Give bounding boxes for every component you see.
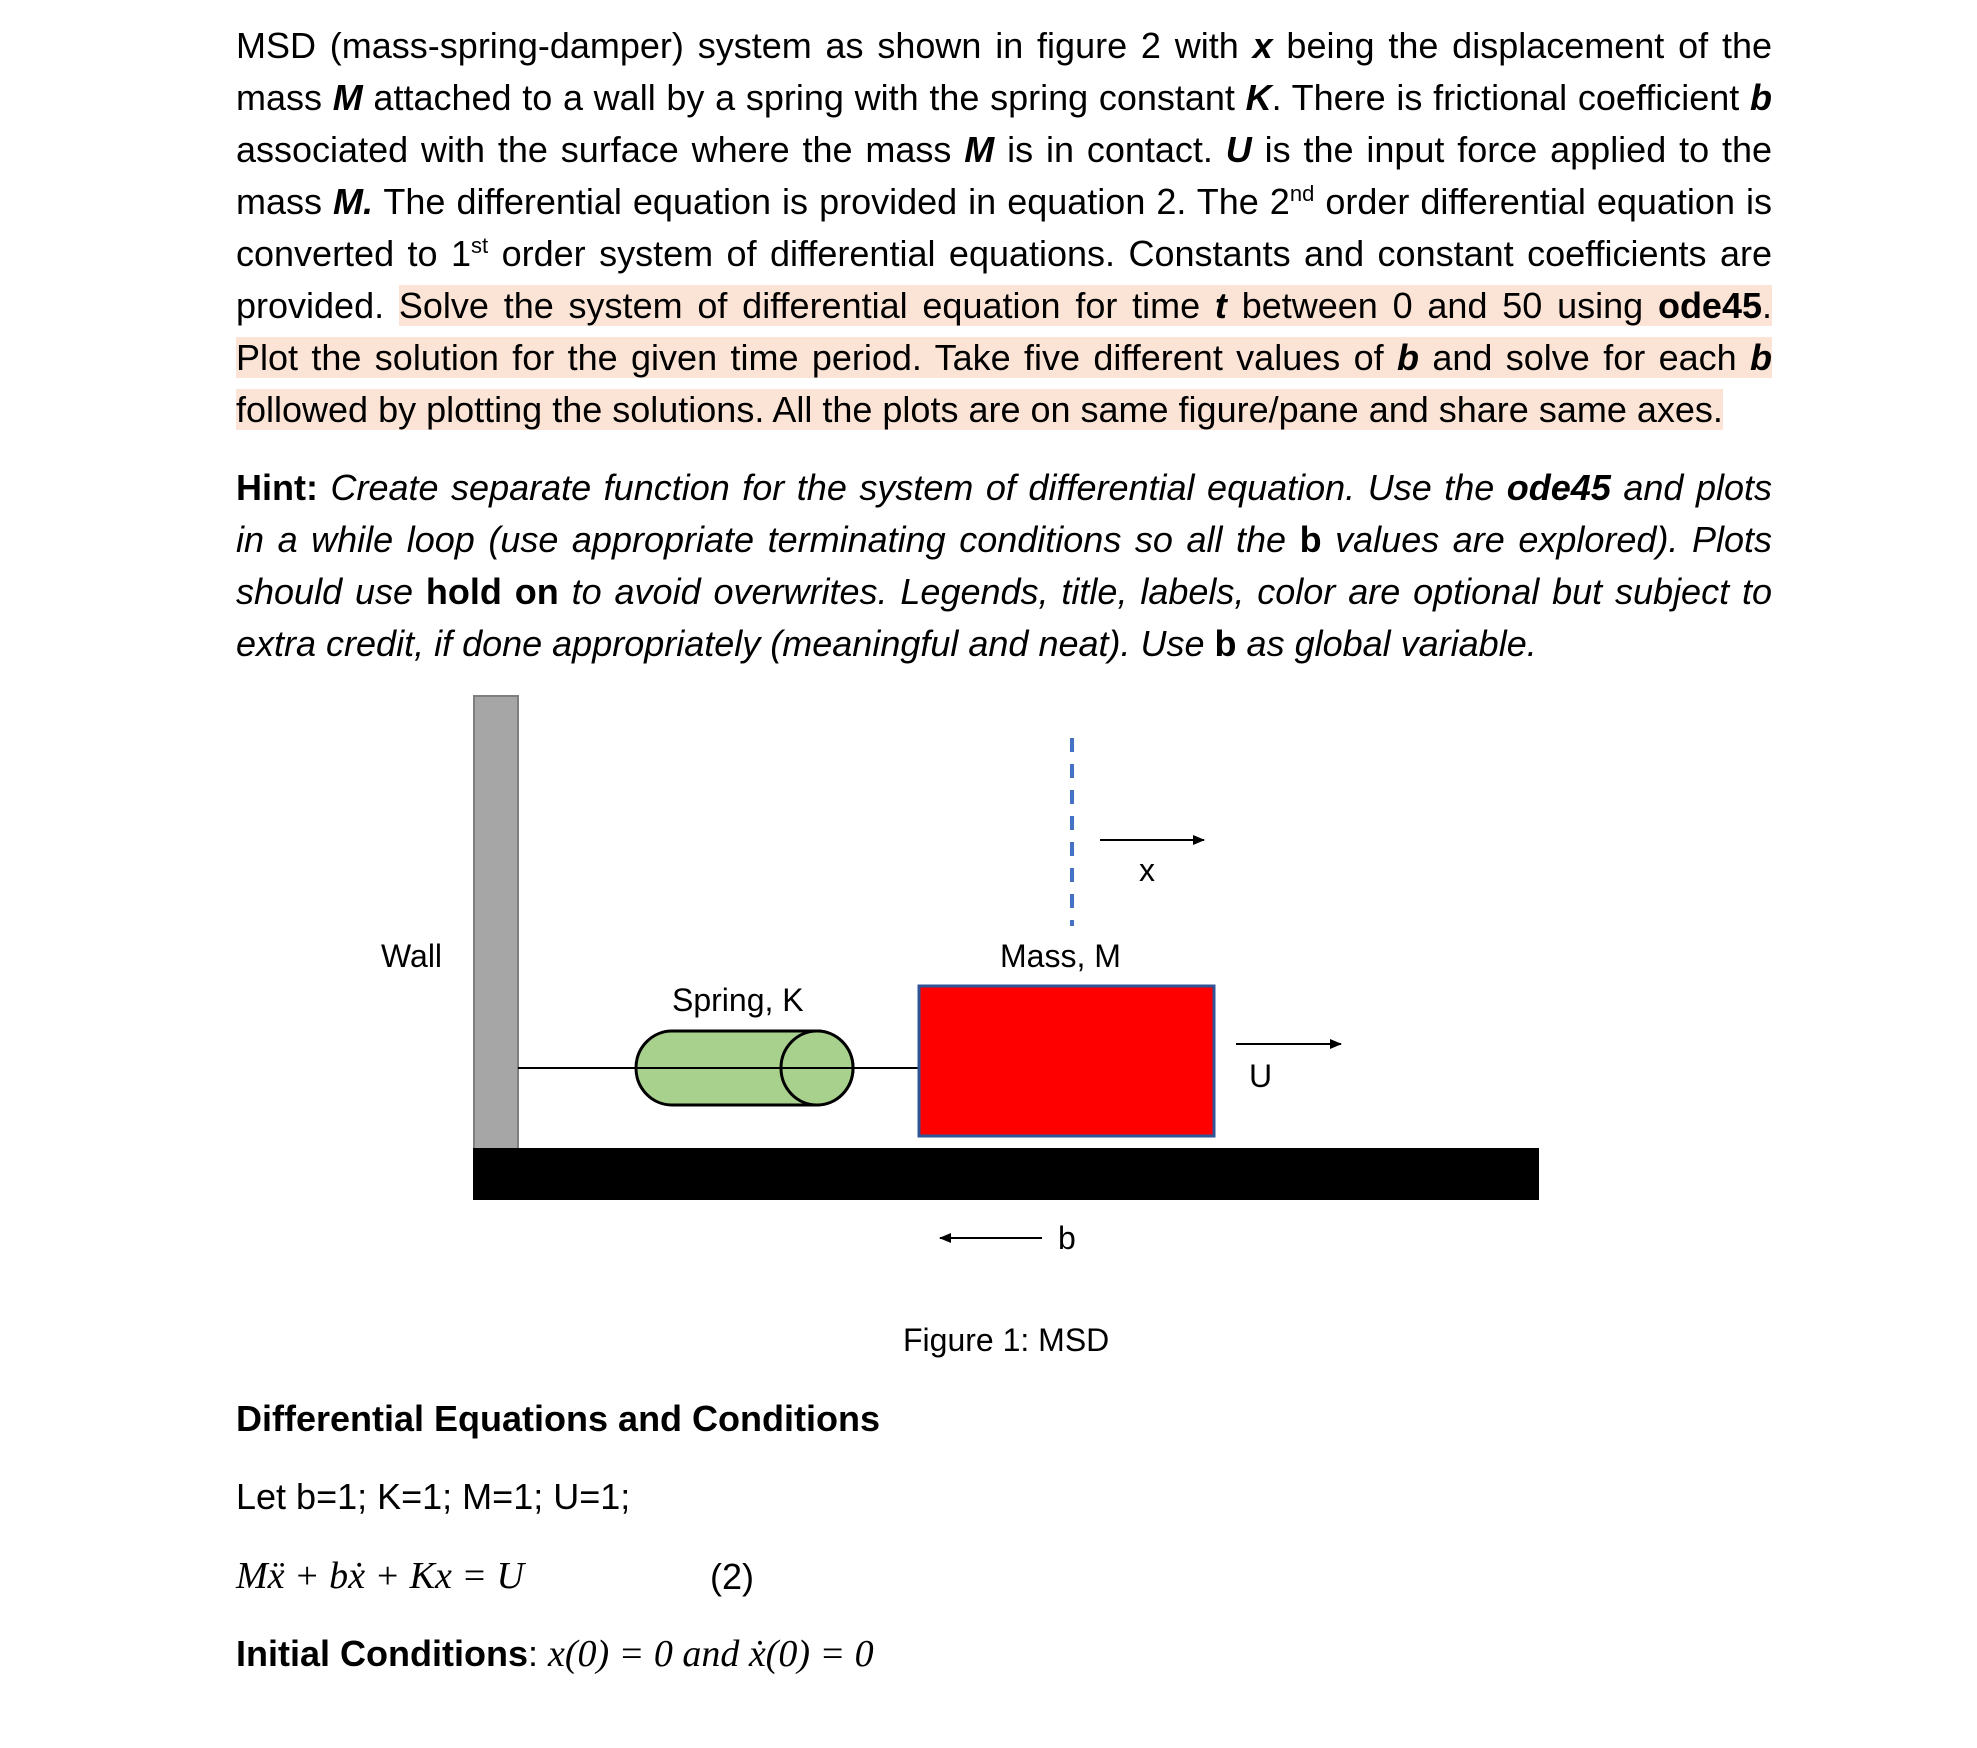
problem-paragraph: MSD (mass-spring-damper) system as shown in figure 2 with x being the displacement of the mass M attached to a wall by a spring with the spring constant K. There is frictional coefficient b associated with the surface where the mass M is in contact. U is the input force applied to the mass M. The differential equation is provided in equation 2. The 2nd order differential equation is converted to 1st order system of differential equations. Constants and constant coefficients are provided. Solve the system of differential equation for time t between 0 and 50 using ode45. Plot the solution for the given time period. Take five different values of b and solve for each b followed by plotting the solutions. All the plots are on same figure/pane and share same axes. — [236, 25, 1773, 430]
initial-conditions: Initial Conditions: x(0) = 0 and ẋ(0) = 0 — [236, 1633, 874, 1675]
msd-diagram — [0, 690, 1977, 1370]
hint-paragraph: Hint: Create separate function for the system of differential equation. Use the ode45 and plots in a while loop (use appropriate terminating conditions so all the b values are explored). Plots should use hold on to avoid overwrites. Legends, title, labels, color are optional but subject to extra credit, if done appropriately (meaningful and neat). Use b as global variable. — [236, 467, 1773, 664]
constants-line: Let b=1; K=1; M=1; U=1; — [236, 1476, 631, 1517]
floor — [473, 1148, 1539, 1200]
figure-caption: Figure 1: MSD — [903, 1322, 1110, 1358]
wall-label: Wall — [381, 938, 443, 974]
equation-number: (2) — [710, 1556, 754, 1597]
u-label: U — [1249, 1058, 1273, 1094]
differential-equation: Mẍ + bẋ + Kx = U — [236, 1555, 524, 1597]
spring-label: Spring, K — [672, 982, 804, 1018]
initial-conditions-label: Initial Conditions — [236, 1633, 528, 1674]
x-label: x — [1139, 852, 1155, 888]
wall — [474, 696, 518, 1160]
msd-figure — [0, 690, 1977, 1370]
section-heading: Differential Equations and Conditions — [236, 1398, 881, 1439]
b-label: b — [1058, 1220, 1076, 1256]
mass-label: Mass, M — [1000, 938, 1121, 974]
initial-conditions-expression: x(0) = 0 and ẋ(0) = 0 — [548, 1633, 874, 1675]
highlighted-task: Solve the system of differential equation for time t between 0 and 50 using ode45. Plot the solution for the given time period. Take five different values of b and solve for each b followed by plotting the solutions. All the plots are on same figure/pane and share same axes. — [236, 285, 1773, 430]
mass-block — [919, 986, 1214, 1136]
